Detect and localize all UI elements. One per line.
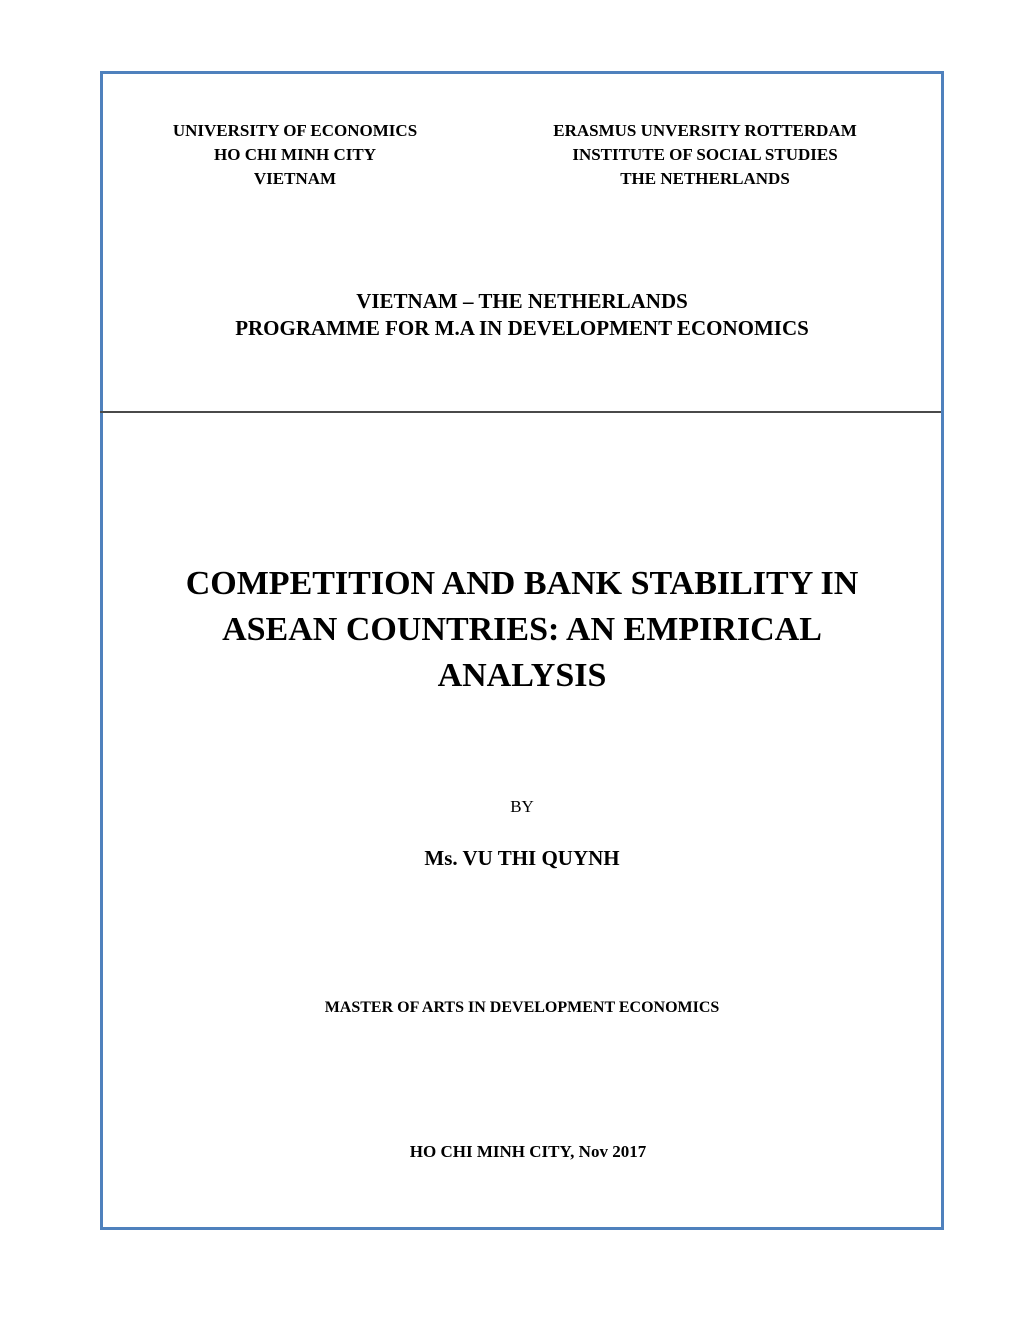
- section-divider: [100, 411, 941, 413]
- degree-name: MASTER OF ARTS IN DEVELOPMENT ECONOMICS: [324, 999, 720, 1016]
- right-institution-line-1: ERASMUS UNVERSITY ROTTERDAM: [553, 121, 857, 140]
- thesis-title-line-3: ANALYSIS: [437, 657, 607, 694]
- right-institution-block: [515, 119, 895, 191]
- right-institution-line-2: INSTITUTE OF SOCIAL STUDIES: [572, 145, 838, 164]
- left-institution-block: [140, 119, 450, 191]
- programme-line-2: PROGRAMME FOR M.A IN DEVELOPMENT ECONOMICS: [235, 316, 809, 340]
- left-institution-line-2: HO CHI MINH CITY: [214, 145, 376, 164]
- programme-heading: [100, 288, 944, 342]
- right-institution-line-3: THE NETHERLANDS: [620, 169, 790, 188]
- left-institution-line-1: UNIVERSITY OF ECONOMICS: [172, 121, 418, 140]
- author-name: Ms. VU THI QUYNH: [424, 846, 620, 870]
- place-and-date: HO CHI MINH CITY, Nov 2017: [409, 1142, 647, 1161]
- thesis-title-line-1: COMPETITION AND BANK STABILITY IN: [185, 565, 859, 602]
- thesis-title: [100, 561, 944, 699]
- programme-line-1: VIETNAM – THE NETHERLANDS: [356, 289, 688, 313]
- left-institution-line-3: VIETNAM: [253, 169, 337, 188]
- thesis-title-line-2: ASEAN COUNTRIES: AN EMPIRICAL: [222, 611, 822, 648]
- by-label: BY: [510, 797, 534, 816]
